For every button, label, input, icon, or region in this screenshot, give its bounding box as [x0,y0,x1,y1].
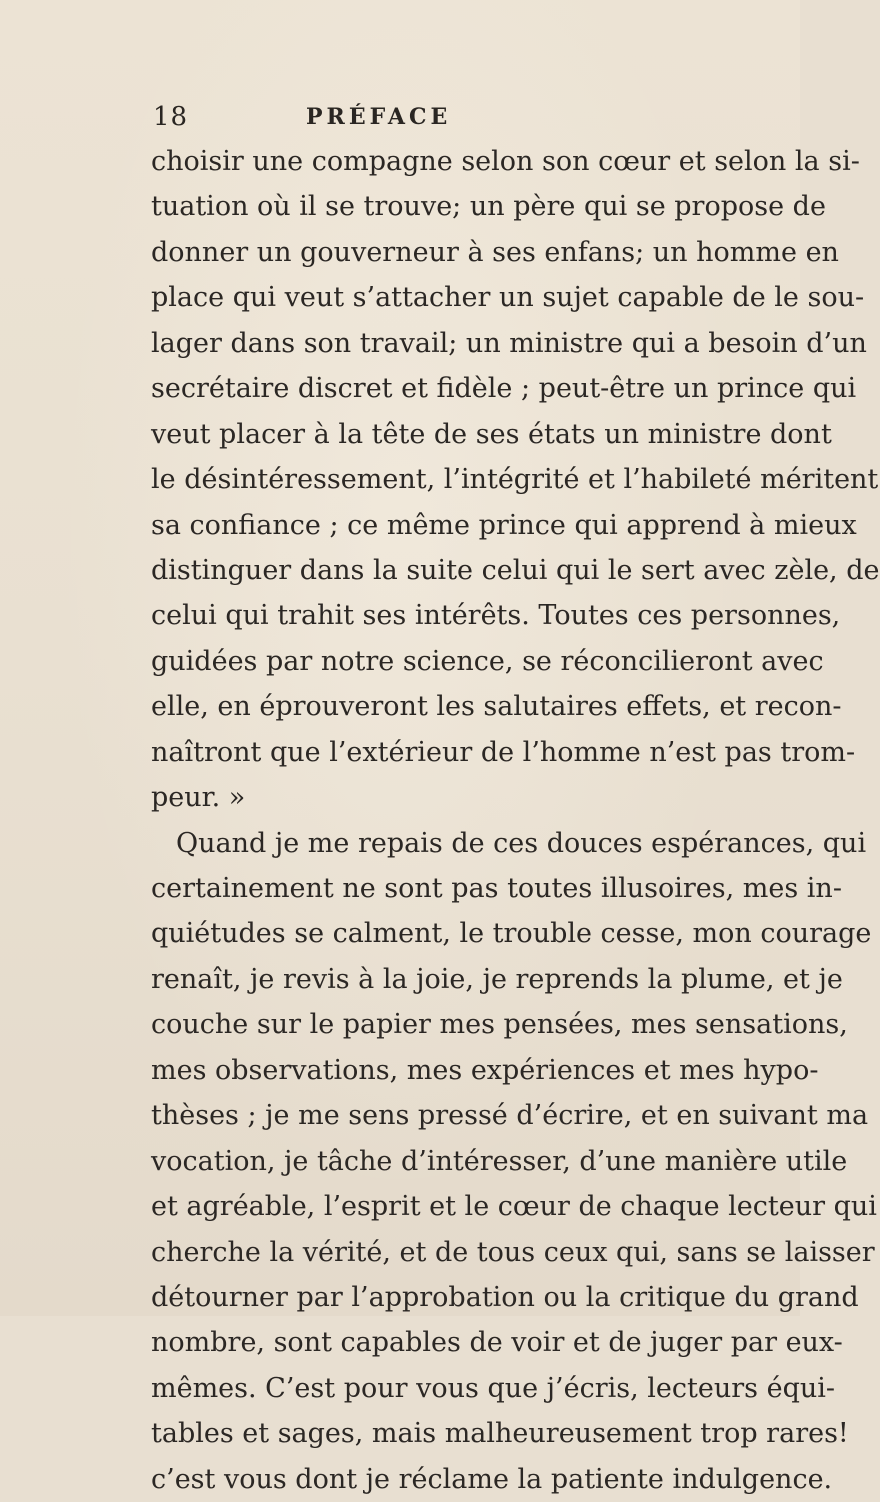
text-line: choisir une compagne selon son cœur et selon la si- [151,146,860,177]
body-text [151,139,880,1502]
text-line: détourner par l’approbation ou la critique du grand [151,1281,859,1313]
text-line: quiétudes se calment, le trouble cesse, mon courage [151,918,872,950]
text-line: couche sur le papier mes pensées, mes sensations, [151,1009,848,1041]
text-line: tuation où il se trouve; un père qui se propose de [151,191,826,223]
text-line: nombre, sont capables de voir et de juger par eux- [151,1327,843,1359]
text-line: donner un gouverneur à ses enfans; un homme en [151,236,839,268]
page-number: 18 [153,102,189,132]
text-line: sa confiance ; ce même prince qui apprend à mieux [151,509,857,541]
text-line: c’est vous dont je réclame la patiente indulgence. [151,1463,833,1495]
text-line: et agréable, l’esprit et le cœur de chaque lecteur qui [151,1191,877,1223]
text-line: celui qui trahit ses intérêts. Toutes ces personnes, [151,600,841,632]
text-line: secrétaire discret et fidèle ; peut-être un prince qui [151,373,857,405]
text-line: thèses ; je me sens pressé d’écrire, et en suivant ma [151,1100,869,1132]
text-line: certainement ne sont pas toutes illusoires, mes in- [151,873,842,904]
text-line: distinguer dans la suite celui qui le sert avec zèle, de [151,554,880,586]
running-head [153,102,773,136]
text-line: tables et sages, mais malheureusement trop rares! [151,1418,849,1450]
text-line: elle, en éprouveront les salutaires effets, et recon- [151,691,842,723]
text-line: naîtront que l’extérieur de l’homme n’est pas trom- [151,736,856,768]
text-line: place qui veut s’attacher un sujet capable de le sou- [151,282,865,314]
text-line: mêmes. C’est pour vous que j’écris, lecteurs équi- [151,1372,836,1404]
text-line: le désintéressement, l’intégrité et l’habileté méritent [151,464,879,496]
paragraph-start-line: Quand je me repais de ces douces espérances, qui [176,827,867,859]
text-line: veut placer à la tête de ses états un ministre dont [151,418,832,450]
text-line: guidées par notre science, se réconcilieront avec [151,645,824,677]
text-line: cherche la vérité, et de tous ceux qui, sans se laisser [151,1236,875,1268]
text-line: renaît, je revis à la joie, je reprends la plume, et je [151,963,843,995]
text-line: vocation, je tâche d’intéresser, d’une manière utile [151,1145,848,1177]
text-line: lager dans son travail; un ministre qui a besoin d’un [151,327,867,359]
text-line: mes observations, mes expériences et mes hypo- [151,1054,819,1086]
paragraph-end-line: peur. » [151,782,246,814]
running-title: PRÉFACE [306,104,452,130]
